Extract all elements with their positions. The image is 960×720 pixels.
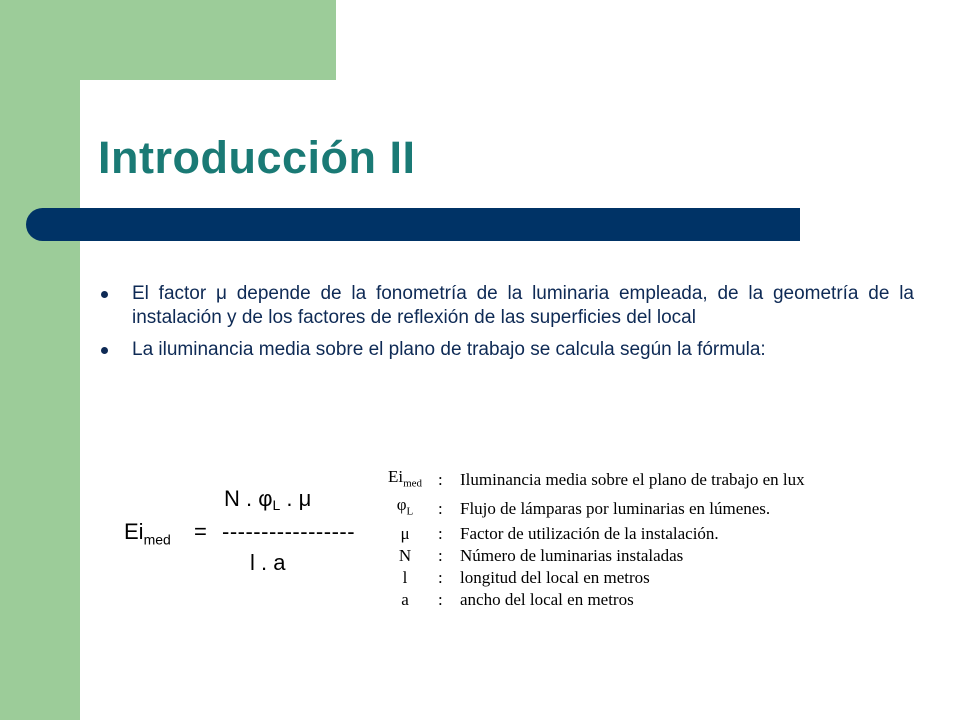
legend-description: Iluminancia media sobre el plano de trabajo en lux: [460, 470, 805, 490]
legend-row: $\varphi_L$ : Flujo de lámparas por luminarias en lúmenes.: [380, 494, 805, 522]
bullet-item: [100, 282, 914, 330]
legend-symbol: a: [401, 589, 409, 609]
legend-row: l : longitud del local en metros: [380, 567, 805, 589]
decorative-side-band: [0, 0, 80, 720]
legend-description: ancho del local en metros: [460, 589, 634, 609]
illuminance-formula: [124, 486, 374, 586]
bullet-text: El factor μ depende de la fonometría de la luminaria empleada, de la geometría de la instalación y de los factores de reflexión de las superficies del local: [132, 283, 914, 328]
legend-description: Número de luminarias instaladas: [460, 545, 684, 565]
legend-row: N : Número de luminarias instaladas: [380, 545, 805, 567]
legend-row: $Ei_{med}$ : Iluminancia media sobre el plano de trabajo en lux: [380, 466, 805, 494]
slide-title: Introducción II: [98, 132, 416, 183]
legend-symbol: N: [398, 545, 412, 565]
bullet-dot-icon: [101, 291, 108, 298]
formula-denominator: l . a: [250, 550, 286, 575]
legend-description: Factor de utilización de la instalación.: [460, 523, 719, 543]
formula-numerator: N . φL . μ: [224, 486, 312, 513]
legend-row: a : ancho del local en metros: [380, 589, 805, 611]
title-underline-bar: [26, 208, 800, 241]
bullet-item: [100, 338, 914, 362]
legend-description: longitud del local en metros: [460, 567, 650, 587]
bullet-dot-icon: [101, 347, 108, 354]
formula-legend: [380, 466, 805, 611]
legend-row: μ : Factor de utilización de la instalación.: [380, 523, 805, 545]
content-panel-corner: [80, 80, 140, 140]
formula-fraction-line: -----------------: [222, 519, 356, 544]
decorative-top-block: [80, 0, 336, 80]
legend-symbol: $\varphi_L$: [396, 495, 414, 518]
bullet-text: La iluminancia media sobre el plano de trabajo se calcula según la fórmula:: [132, 339, 766, 360]
legend-symbol: μ: [400, 523, 410, 543]
legend-description: Flujo de lámparas por luminarias en lúmenes.: [460, 498, 771, 518]
formula-equals: =: [194, 519, 207, 544]
legend-symbol: $Ei_{med}$: [387, 467, 423, 490]
bullet-list: [100, 282, 914, 370]
legend-symbol: l: [402, 567, 408, 587]
formula-lhs: $Ei_{med}$: [124, 519, 171, 548]
